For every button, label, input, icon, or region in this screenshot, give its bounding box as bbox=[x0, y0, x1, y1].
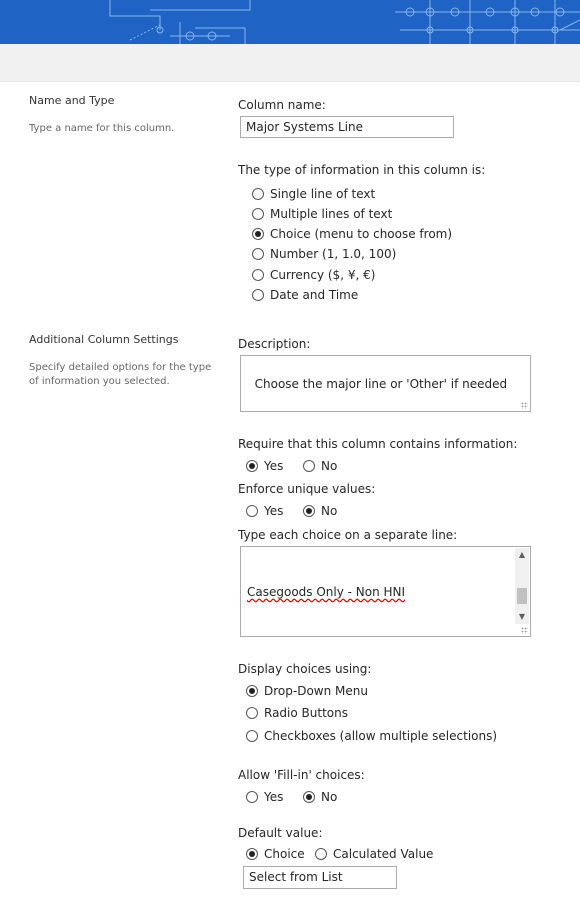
type-option-multiple-lines[interactable]: Multiple lines of text bbox=[252, 207, 392, 221]
default-value-label: Default value: bbox=[238, 826, 323, 840]
type-option-single-line[interactable]: Single line of text bbox=[252, 187, 375, 201]
circuit-pattern-icon bbox=[0, 0, 580, 44]
radio-selected-icon[interactable] bbox=[246, 685, 258, 697]
radio-selected-icon[interactable] bbox=[303, 505, 315, 517]
type-option-choice[interactable]: Choice (menu to choose from) bbox=[252, 227, 452, 241]
default-value-input[interactable]: Select from List bbox=[243, 866, 397, 889]
unique-no[interactable]: No bbox=[303, 504, 337, 518]
section-desc-additional: Specify detailed options for the type of information you selected. bbox=[29, 362, 212, 387]
scroll-down-arrow-icon[interactable]: ▼ bbox=[518, 612, 526, 621]
resize-grip-icon[interactable] bbox=[521, 402, 528, 409]
description-textarea[interactable]: Choose the major line or 'Other' if needed bbox=[240, 355, 531, 412]
type-label: The type of information in this column is: bbox=[238, 163, 486, 177]
fillin-yes[interactable]: Yes bbox=[246, 790, 283, 804]
fillin-no[interactable]: No bbox=[303, 790, 337, 804]
require-label: Require that this column contains information: bbox=[238, 437, 518, 451]
radio-icon[interactable] bbox=[252, 208, 264, 220]
radio-icon[interactable] bbox=[252, 188, 264, 200]
type-option-currency[interactable]: Currency ($, ¥, €) bbox=[252, 268, 375, 282]
radio-icon[interactable] bbox=[252, 269, 264, 281]
fillin-label: Allow 'Fill-in' choices: bbox=[238, 768, 365, 782]
column-name-input[interactable]: Major Systems Line bbox=[240, 116, 454, 138]
display-label: Display choices using: bbox=[238, 662, 372, 676]
section-title-name-type: Name and Type bbox=[29, 94, 115, 107]
default-choice[interactable]: Choice bbox=[246, 847, 305, 861]
choice-line bbox=[247, 635, 524, 637]
unique-label: Enforce unique values: bbox=[238, 482, 376, 496]
ribbon-bar bbox=[0, 44, 580, 82]
radio-icon[interactable] bbox=[246, 791, 258, 803]
radio-selected-icon[interactable] bbox=[246, 848, 258, 860]
radio-selected-icon[interactable] bbox=[252, 228, 264, 240]
resize-grip-icon[interactable] bbox=[521, 627, 528, 634]
require-yes[interactable]: Yes bbox=[246, 459, 283, 473]
choices-textarea[interactable] bbox=[240, 546, 531, 637]
scroll-thumb[interactable] bbox=[517, 588, 527, 604]
radio-icon[interactable] bbox=[246, 505, 258, 517]
type-option-date-time[interactable]: Date and Time bbox=[252, 288, 358, 302]
section-title-additional: Additional Column Settings bbox=[29, 333, 179, 346]
display-checkboxes[interactable]: Checkboxes (allow multiple selections) bbox=[246, 729, 497, 743]
radio-icon[interactable] bbox=[315, 848, 327, 860]
radio-selected-icon[interactable] bbox=[246, 460, 258, 472]
section-desc-name-type: Type a name for this column. bbox=[29, 123, 175, 134]
choices-scrollbar[interactable] bbox=[515, 548, 529, 624]
radio-icon[interactable] bbox=[252, 289, 264, 301]
choice-line: Casegoods Only - Non HNI bbox=[247, 585, 406, 599]
require-no[interactable]: No bbox=[303, 459, 337, 473]
radio-selected-icon[interactable] bbox=[303, 791, 315, 803]
type-option-number[interactable]: Number (1, 1.0, 100) bbox=[252, 247, 396, 261]
display-dropdown[interactable]: Drop-Down Menu bbox=[246, 684, 368, 698]
column-name-label: Column name: bbox=[238, 98, 326, 112]
display-radio-buttons[interactable]: Radio Buttons bbox=[246, 706, 348, 720]
radio-icon[interactable] bbox=[252, 248, 264, 260]
scroll-up-arrow-icon[interactable]: ▲ bbox=[518, 550, 526, 559]
default-calculated[interactable]: Calculated Value bbox=[315, 847, 433, 861]
choices-label: Type each choice on a separate line: bbox=[238, 528, 458, 542]
radio-icon[interactable] bbox=[303, 460, 315, 472]
description-label: Description: bbox=[238, 337, 311, 351]
header-banner bbox=[0, 0, 580, 44]
radio-icon[interactable] bbox=[246, 707, 258, 719]
unique-yes[interactable]: Yes bbox=[246, 504, 283, 518]
radio-icon[interactable] bbox=[246, 730, 258, 742]
